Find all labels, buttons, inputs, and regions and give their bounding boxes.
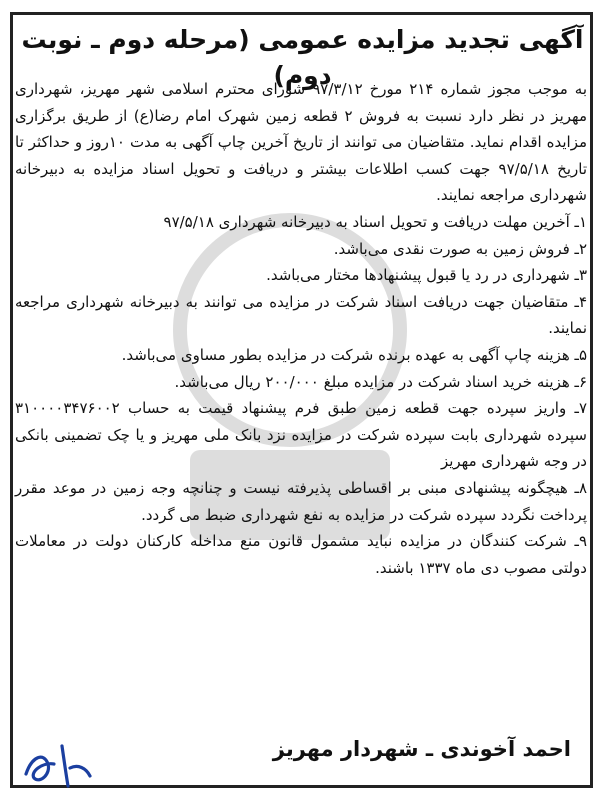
notice-item-7: ۷ـ واریز سپرده جهت قطعه زمین طبق فرم پیشنهاد قیمت به حساب ۳۱۰۰۰۰۳۴۷۶۰۰۲ سپرده شهرداری بابت سپرده شرکت در مزایده نزد بانک ملی مهریز و یا چک تضمینی بانکی در وجه شهرداری مهریز <box>15 399 587 471</box>
notice-item-3: ۳ـ شهرداری در رد یا قبول پیشنهادها مختار می‌باشد. <box>266 266 587 285</box>
notice-body <box>15 76 587 581</box>
notice-item-6: ۶ـ هزینه خرید اسناد شرکت در مزایده مبلغ ۲۰۰/۰۰۰ ریال می‌باشد. <box>174 372 587 391</box>
notice-item-4: ۴ـ متقاضیان جهت دریافت اسناد شرکت در مزایده می توانند به دبیرخانه شهرداری مراجعه نمایند. <box>15 292 587 338</box>
notice-item-2: ۲ـ فروش زمین به صورت نقدی می‌باشد. <box>333 239 587 258</box>
notice-item-1: ۱ـ آخرین مهلت دریافت و تحویل اسناد به دبیرخانه شهرداری ۹۷/۵/۱۸ <box>163 212 587 231</box>
notice-intro: به موجب مجوز شماره ۲۱۴ مورخ ۹۷/۳/۱۲ شورای محترم اسلامی شهر مهریز، شهرداری مهریز در نظر دارد نسبت به فروش ۲ قطعه زمین شهرک امام رضا(ع) از طریق برگزاری مزایده اقدام نماید. متقاضیان می توانند از تاریخ آخرین چاپ آگهی به مدت ۱۰روز و حداکثر تا تاریخ ۹۷/۵/۱۸ جهت کسب اطلاعات بیشتر و دریافت و تحویل اسناد مزایده به دبیرخانه شهرداری مراجعه نمایند. <box>15 80 588 205</box>
notice-item-8: ۸ـ هیچگونه پیشنهادی مبنی بر اقساطی پذیرفته نیست و چنانچه وجه زمین در موعد مقرر پرداخت نگردد سپرده شرکت در مزایده به نفع شهرداری ضبط می گردد. <box>15 478 587 524</box>
notice-title: آگهی تجدید مزایده عمومی (مرحله دوم ـ نوبت دوم) <box>21 25 584 90</box>
signature-line: احمد آخوندی ـ شهردار مهریز <box>272 737 571 761</box>
handwritten-mark-icon <box>18 734 98 794</box>
notice-item-9: ۹ـ شرکت کنندگان در مزایده نباید مشمول قانون منع مداخله کارکنان دولت در معاملات دولتی مصوب دی ماه ۱۳۳۷ باشند. <box>15 532 587 577</box>
notice-item-5: ۵ـ هزینه چاپ آگهی به عهده برنده شرکت در مزایده بطور مساوی می‌باشد. <box>121 345 587 364</box>
